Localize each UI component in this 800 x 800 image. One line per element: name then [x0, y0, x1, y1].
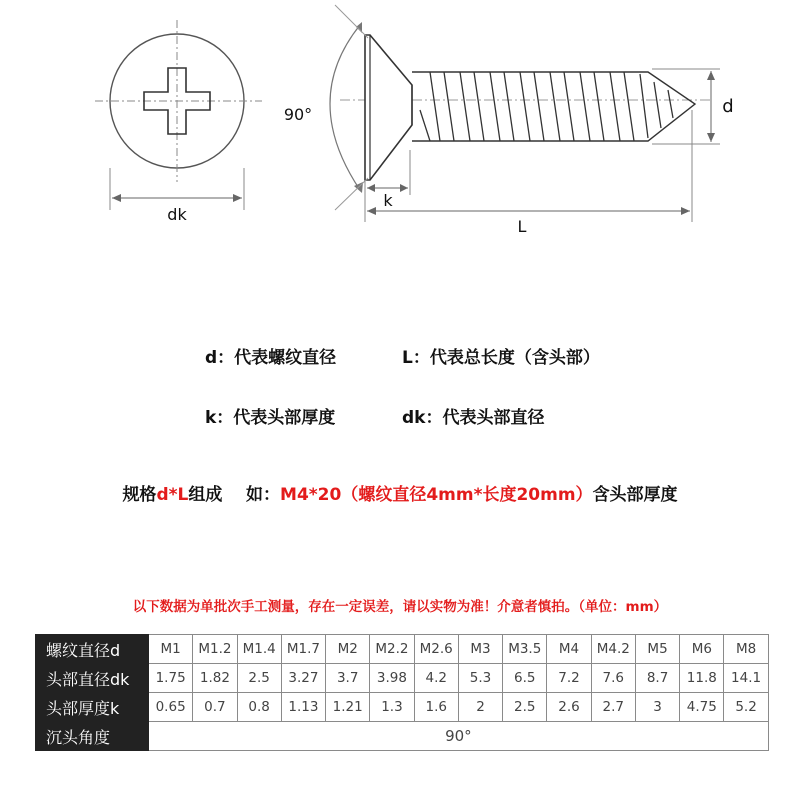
table-cell: M8	[724, 635, 768, 664]
spec-line	[0, 480, 800, 505]
table-cell: 1.21	[326, 693, 370, 722]
table-cell: 8.7	[635, 664, 679, 693]
table-cell: M3	[458, 635, 502, 664]
table-cell: 2.5	[237, 664, 281, 693]
measurement-notice: 以下数据为单批次手工测量，存在一定误差，请以实物为准！介意者慎拍。（单位：mm）	[132, 599, 668, 615]
legend-L: L：代表总长度（含头部）	[402, 348, 600, 368]
table-cell: 1.13	[281, 693, 325, 722]
spec-suffix: 含头部厚度	[592, 485, 678, 505]
spec-formula: d*L	[156, 485, 189, 505]
table-cell: M1.7	[281, 635, 325, 664]
table-cell: M5	[635, 635, 679, 664]
thread-diameter-row	[36, 635, 769, 664]
spec-example-prefix: 如：	[246, 485, 281, 505]
row-header: 沉头角度	[36, 722, 149, 751]
table-cell: 2.5	[503, 693, 547, 722]
table-cell: 14.1	[724, 664, 768, 693]
table-cell: 0.7	[193, 693, 237, 722]
table-cell: M1.2	[193, 635, 237, 664]
table-cell: 2	[458, 693, 502, 722]
table-cell: 11.8	[680, 664, 724, 693]
head-thickness-row	[36, 693, 769, 722]
table-cell: M6	[680, 635, 724, 664]
table-cell: M1.4	[237, 635, 281, 664]
angle-label: 90°	[283, 105, 313, 124]
table-cell: 6.5	[503, 664, 547, 693]
table-cell: 5.2	[724, 693, 768, 722]
spec-formula-suffix: 组成	[188, 485, 223, 505]
spec-table	[35, 634, 769, 751]
table-cell: 7.6	[591, 664, 635, 693]
table-cell: 3	[635, 693, 679, 722]
k-label: k	[383, 191, 393, 210]
L-dimension	[367, 110, 692, 236]
row-header: 头部厚度k	[36, 693, 149, 722]
table-cell: 0.8	[237, 693, 281, 722]
screw-side-view	[284, 5, 710, 210]
head-diameter-row	[36, 664, 769, 693]
legend-d: d：代表螺纹直径	[205, 348, 337, 368]
table-cell: M3.5	[503, 635, 547, 664]
table-cell: 3.98	[370, 664, 414, 693]
d-label: d	[722, 96, 734, 117]
table-cell: 3.27	[281, 664, 325, 693]
spec-example: M4*20（螺纹直径4mm*长度20mm）	[280, 485, 593, 505]
table-cell: M1	[149, 635, 193, 664]
table-cell: 7.2	[547, 664, 591, 693]
table-cell: M2.2	[370, 635, 414, 664]
table-cell: 3.7	[326, 664, 370, 693]
table-cell: 1.75	[149, 664, 193, 693]
table-cell: 4.75	[680, 693, 724, 722]
table-cell: 4.2	[414, 664, 458, 693]
table-cell: 1.6	[414, 693, 458, 722]
spec-prefix: 规格	[122, 485, 157, 505]
table-cell: 1.82	[193, 664, 237, 693]
table-cell: M2.6	[414, 635, 458, 664]
table-cell: 1.3	[370, 693, 414, 722]
table-cell: 5.3	[458, 664, 502, 693]
row-header: 螺纹直径d	[36, 635, 149, 664]
legend-k: k：代表头部厚度	[205, 408, 336, 428]
angle-value-cell: 90°	[149, 722, 769, 751]
table-cell: 0.65	[149, 693, 193, 722]
L-label: L	[517, 217, 527, 236]
table-cell: 2.6	[547, 693, 591, 722]
legend-dk: dk：代表头部直径	[402, 408, 545, 428]
dk-label: dk	[167, 205, 187, 224]
table-cell: M4.2	[591, 635, 635, 664]
screw-technical-drawing	[0, 0, 800, 300]
row-header: 头部直径dk	[36, 664, 149, 693]
table-cell: M2	[326, 635, 370, 664]
countersink-angle-row	[36, 722, 769, 751]
table-cell: M4	[547, 635, 591, 664]
head-top-view	[95, 20, 262, 182]
table-cell: 2.7	[591, 693, 635, 722]
